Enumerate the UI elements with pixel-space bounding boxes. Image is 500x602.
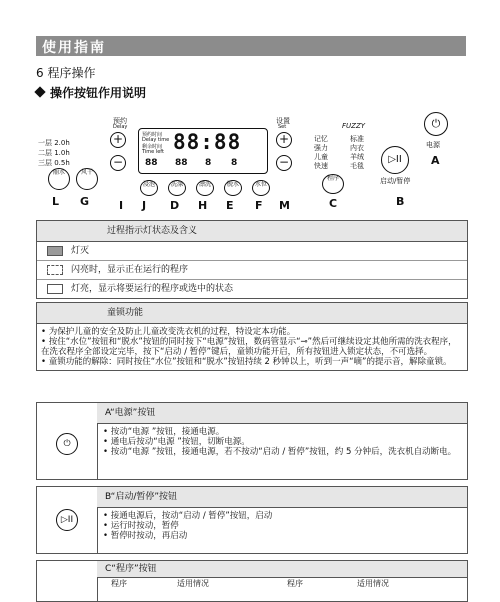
program-box-title: C“程序”按钮 [97,561,467,578]
program-button-box [36,560,468,602]
lcd-label-4: Time left [142,149,164,155]
set-label-en: Set [278,124,287,130]
indicator-row-flash-text: 闪亮时，显示正在运行的程序 [71,265,189,275]
lcd-display [138,128,268,174]
indicator-row-on-text: 灯亮，显示将要运行的程序或选中的状态 [71,284,234,294]
start-box-icon-cell [37,487,98,553]
program-left-4: 快速 [314,162,328,170]
letter-f: F [255,199,263,212]
letter-b: B [396,195,405,208]
child-lock-box [36,302,468,371]
lcd-digits: 88:88 [173,130,242,154]
subheading-text: 操作按钮作用说明 [50,86,147,100]
letter-j: J [142,199,147,212]
power-box-icon-cell [37,403,98,479]
delay-label: 预约 [113,117,127,125]
indicator-box [36,220,468,299]
letter-h: H [198,199,208,212]
air-dry-button[interactable] [76,168,98,190]
letter-m: M [279,199,290,212]
program-box-icon-cell [37,561,98,601]
indicator-title: 过程指示灯状态及含义 [37,221,467,242]
start-box-content [97,487,467,553]
indicator-row-on [37,280,467,298]
power-item-1: • 按动“电源 ”按钮，接通电源。 [103,427,225,437]
start-box-items [97,508,467,544]
program-box-content [97,561,467,601]
col-program-2: 程序 [287,579,303,588]
lamp-off-icon [47,246,63,256]
lcd-small-2: 88 [175,158,188,168]
power-box-title: A“电源”按钮 [97,403,467,424]
lcd-label-2: Delay time [142,137,170,143]
program-right-4: 毛毯 [350,162,364,170]
water-level-button[interactable]: 水位 [252,180,270,196]
child-lock-line-3: • 童锁功能的解除：同时按住“水位”按钮和“脱水”按钮持续 2 秒钟以上，听到一声“嘀”的提示音，解除童锁。 [41,357,452,367]
lamp-flash-icon [47,265,63,275]
air-dry-label: 风干 [80,169,93,176]
start-box-title: B“启动/暂停”按钮 [97,487,467,508]
fuzzy-logo: FUZZY [342,122,366,130]
power-box-content [97,403,467,479]
program-left-2: 强力 [314,144,328,152]
set-minus-button[interactable]: − [276,155,292,171]
reserve-water-button[interactable] [48,168,70,190]
power-icon[interactable]: ⏻ [424,112,448,136]
letter-e: E [226,199,234,212]
subheading [36,84,146,101]
section-header [36,36,466,56]
col-usage-2: 适用情况 [357,579,389,588]
power-item-3: • 按动“电源 ”按钮，接通电源，若不按动“启动 / 暂停”按钮，约 5 分钟后，洗衣机自动断电。 [103,447,457,457]
program-right-1: 标准 [350,135,364,143]
letter-c: C [329,197,338,210]
start-item-3: • 暂停时按动，再启动 [103,531,188,541]
rinse-button[interactable]: 漂洗 [196,180,214,196]
letter-g: G [80,195,90,208]
lcd-label-3: 剩余时间 [142,144,163,150]
start-pause-box [36,486,468,554]
child-lock-line-2: • 按住“水位”按钮和“脱水”按钮的同时按下“电源”按钮，数码管显示“⊸”然后可继续设定其他所需的洗衣程序，在洗衣程序全部设定完毕，按下“启动 / 暂停”键后，童锁功能开启，所有按钮进入锁定状态，不可选择。 [41,337,457,357]
letter-l: L [52,195,60,208]
program-right-3: 羊绒 [350,153,364,161]
delay-minus-button[interactable]: − [110,155,126,171]
start-pause-box-icon: ▷II [56,509,78,531]
letter-d: D [170,199,180,212]
lcd-small-3: 8 [205,158,212,168]
child-lock-line-1: • 为保护儿童的安全及防止儿童改变洗衣机的过程，特设定本功能。 [41,327,296,337]
wash-button[interactable]: 洗涤 [168,180,186,196]
power-label: 电源 [426,141,440,149]
power-button-box [36,402,468,480]
time-label-1: 一层 2.0h [38,139,70,147]
soak-button[interactable]: 浸泡 [140,180,158,196]
reserve-water-label: 丽水 [52,169,65,176]
power-box-icon: ⏻ [56,433,78,455]
program-left-1: 记忆 [314,135,328,143]
control-panel-diagram [36,110,466,210]
power-item-2: • 通电后按动“电源 ”按钮，切断电源。 [103,437,250,447]
spin-button[interactable]: 脱水 [224,180,242,196]
diamond-icon [34,86,45,97]
set-label: 设置 [276,117,290,125]
header-title: 使用指南 [42,40,106,56]
indicator-row-off [37,242,467,261]
time-label-2: 二层 1.0h [38,149,70,157]
delay-plus-button[interactable]: + [110,132,126,148]
program-table-header [97,578,467,592]
set-plus-button[interactable]: + [276,132,292,148]
col-usage-1: 适用情况 [177,579,209,588]
lcd-small-4: 8 [231,158,238,168]
lcd-label-1: 预约时间 [142,132,163,138]
program-left-3: 儿童 [314,153,328,161]
section-title: 6 程序操作 [36,66,96,80]
lcd-small-1: 88 [145,158,158,168]
lamp-on-icon [47,284,63,294]
program-button[interactable]: 程序 [322,174,344,194]
power-box-items [97,424,467,460]
letter-a: A [431,154,440,167]
indicator-row-flash [37,261,467,280]
col-program-1: 程序 [111,579,127,588]
start-pause-label: 启动/暂停 [380,177,411,185]
program-right-2: 内衣 [350,144,364,152]
child-lock-text [37,324,467,370]
start-item-2: • 运行时按动，暂停 [103,521,179,531]
delay-label-en: Delay [113,124,128,130]
letter-i: I [119,199,124,212]
start-pause-icon[interactable]: ▷II [381,146,409,174]
child-lock-title: 童锁功能 [37,303,467,324]
indicator-row-off-text: 灯灭 [71,246,90,256]
time-label-3: 三层 0.5h [38,159,70,167]
start-item-1: • 接通电源后，按动“启动 / 暂停”按钮，启动 [103,511,273,521]
